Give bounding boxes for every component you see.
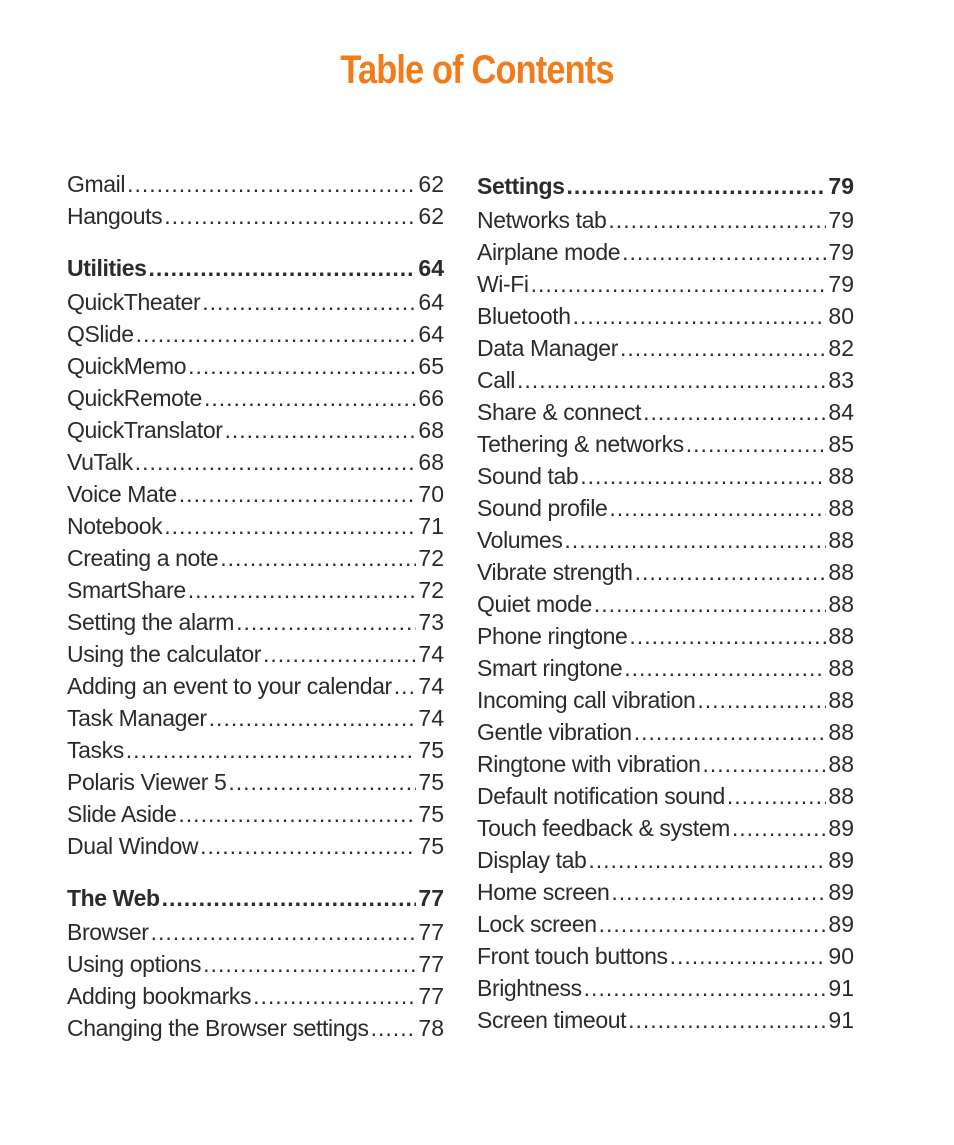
toc-dot-leader bbox=[253, 980, 416, 1012]
toc-entry[interactable] bbox=[67, 200, 444, 232]
toc-entry-label: Tasks bbox=[67, 737, 124, 763]
toc-page-number: 88 bbox=[828, 655, 854, 681]
toc-entry-label: Polaris Viewer 5 bbox=[67, 769, 227, 795]
toc-page-number: 88 bbox=[828, 751, 854, 777]
toc-entry[interactable] bbox=[67, 510, 444, 542]
toc-entry-label: Gentle vibration bbox=[477, 719, 632, 745]
toc-dot-leader bbox=[164, 200, 416, 232]
toc-entry[interactable] bbox=[477, 716, 854, 748]
toc-dot-leader bbox=[517, 364, 826, 396]
toc-dot-leader bbox=[588, 844, 826, 876]
toc-page-number: 79 bbox=[828, 239, 854, 265]
toc-entry-label: Default notification sound bbox=[477, 783, 725, 809]
toc-dot-leader bbox=[151, 916, 417, 948]
toc-page-number: 62 bbox=[418, 171, 444, 197]
toc-entry-label: Wi-Fi bbox=[477, 271, 529, 297]
toc-page-number: 88 bbox=[828, 783, 854, 809]
toc-page-number: 88 bbox=[828, 527, 854, 553]
toc-entry[interactable] bbox=[477, 364, 854, 396]
toc-entry-label: Incoming call vibration bbox=[477, 687, 696, 713]
toc-dot-leader bbox=[126, 734, 417, 766]
toc-dot-leader bbox=[643, 396, 826, 428]
toc-page-number: 79 bbox=[828, 271, 854, 297]
toc-page-number: 90 bbox=[828, 943, 854, 969]
toc-page-number: 82 bbox=[828, 335, 854, 361]
toc-entry-label: Data Manager bbox=[477, 335, 618, 361]
toc-entry[interactable] bbox=[477, 908, 854, 940]
toc-entry-label: Adding bookmarks bbox=[67, 983, 252, 1009]
toc-dot-leader bbox=[732, 812, 827, 844]
toc-dot-leader bbox=[564, 524, 826, 556]
toc-entry[interactable] bbox=[67, 948, 444, 980]
toc-page-number: 88 bbox=[828, 591, 854, 617]
toc-page-number: 62 bbox=[418, 203, 444, 229]
toc-page-number: 77 bbox=[418, 919, 444, 945]
toc-entry-label: Bluetooth bbox=[477, 303, 571, 329]
toc-entry-label: Adding an event to your calendar bbox=[67, 673, 392, 699]
toc-entry-label: Quiet mode bbox=[477, 591, 592, 617]
toc-entry[interactable] bbox=[477, 812, 854, 844]
toc-entry[interactable] bbox=[477, 332, 854, 364]
toc-entry[interactable] bbox=[67, 734, 444, 766]
toc-entry[interactable] bbox=[67, 286, 444, 318]
toc-page-number: 88 bbox=[828, 495, 854, 521]
toc-right-column bbox=[477, 168, 854, 1036]
toc-page-number: 68 bbox=[418, 417, 444, 443]
toc-entry-label: Display tab bbox=[477, 847, 587, 873]
toc-page-number: 71 bbox=[418, 513, 444, 539]
toc-dot-leader bbox=[531, 268, 827, 300]
toc-dot-leader bbox=[203, 948, 416, 980]
toc-page-number: 74 bbox=[418, 673, 444, 699]
toc-entry[interactable] bbox=[67, 766, 444, 798]
toc-entry-label: Screen timeout bbox=[477, 1007, 627, 1033]
toc-page-number: 64 bbox=[418, 289, 444, 315]
toc-dot-leader bbox=[224, 414, 416, 446]
toc-page-number: 74 bbox=[418, 641, 444, 667]
toc-dot-leader bbox=[580, 460, 826, 492]
toc-entry[interactable] bbox=[477, 620, 854, 652]
toc-dot-leader bbox=[188, 350, 416, 382]
toc-page-number: 85 bbox=[828, 431, 854, 457]
toc-entry[interactable] bbox=[477, 940, 854, 972]
toc-entry-label: Phone ringtone bbox=[477, 623, 628, 649]
toc-page-number: 79 bbox=[828, 173, 854, 199]
toc-page-number: 88 bbox=[828, 463, 854, 489]
toc-entry[interactable] bbox=[477, 1004, 854, 1036]
toc-entry[interactable] bbox=[67, 980, 444, 1012]
toc-page-number: 77 bbox=[418, 983, 444, 1009]
toc-entry-label: Hangouts bbox=[67, 203, 163, 229]
toc-dot-leader bbox=[634, 716, 827, 748]
toc-dot-leader bbox=[567, 168, 827, 204]
toc-entry[interactable] bbox=[67, 168, 444, 200]
toc-dot-leader bbox=[204, 382, 416, 414]
toc-entry[interactable] bbox=[67, 542, 444, 574]
toc-dot-leader bbox=[135, 446, 417, 478]
toc-entry[interactable] bbox=[477, 588, 854, 620]
toc-entry-label: Share & connect bbox=[477, 399, 642, 425]
toc-page-number: 91 bbox=[828, 1007, 854, 1033]
toc-section-heading[interactable] bbox=[67, 880, 444, 916]
toc-page-number: 64 bbox=[418, 321, 444, 347]
toc-page-number: 73 bbox=[418, 609, 444, 635]
toc-dot-leader bbox=[628, 1004, 826, 1036]
toc-entry-label: QuickMemo bbox=[67, 353, 187, 379]
toc-entry-label: Brightness bbox=[477, 975, 582, 1001]
toc-entry-label: Ringtone with vibration bbox=[477, 751, 701, 777]
toc-page-number: 70 bbox=[418, 481, 444, 507]
toc-entry-label: Lock screen bbox=[477, 911, 597, 937]
toc-entry-label: Setting the alarm bbox=[67, 609, 235, 635]
toc-entry-label: Browser bbox=[67, 919, 149, 945]
toc-page-number: 72 bbox=[418, 577, 444, 603]
toc-entry[interactable] bbox=[67, 638, 444, 670]
toc-entry-label: Changing the Browser settings bbox=[67, 1015, 369, 1041]
toc-entry-label: Settings bbox=[477, 173, 565, 199]
toc-page-number: 68 bbox=[418, 449, 444, 475]
toc-entry[interactable] bbox=[477, 972, 854, 1004]
toc-entry[interactable] bbox=[477, 684, 854, 716]
toc-dot-leader bbox=[200, 830, 416, 862]
toc-entry[interactable] bbox=[477, 428, 854, 460]
toc-dot-leader bbox=[228, 766, 416, 798]
toc-page-number: 89 bbox=[828, 879, 854, 905]
toc-dot-leader bbox=[599, 908, 827, 940]
toc-entry[interactable] bbox=[67, 414, 444, 446]
toc-entry[interactable] bbox=[67, 916, 444, 948]
toc-entry-label: Creating a note bbox=[67, 545, 219, 571]
toc-page-number: 88 bbox=[828, 559, 854, 585]
toc-entry-label: Networks tab bbox=[477, 207, 607, 233]
toc-dot-leader bbox=[263, 638, 416, 670]
toc-dot-leader bbox=[573, 300, 827, 332]
toc-entry[interactable] bbox=[67, 670, 444, 702]
toc-entry[interactable] bbox=[67, 702, 444, 734]
toc-page-number: 78 bbox=[418, 1015, 444, 1041]
toc-entry-label: Call bbox=[477, 367, 516, 393]
toc-entry[interactable] bbox=[477, 748, 854, 780]
toc-page-number: 75 bbox=[418, 737, 444, 763]
toc-dot-leader bbox=[629, 620, 826, 652]
toc-entry-label: Home screen bbox=[477, 879, 610, 905]
toc-entry-label: QuickTranslator bbox=[67, 417, 223, 443]
toc-entry[interactable] bbox=[67, 382, 444, 414]
toc-page-number: 79 bbox=[828, 207, 854, 233]
toc-dot-leader bbox=[178, 798, 416, 830]
toc-entry-label: QSlide bbox=[67, 321, 134, 347]
toc-dot-leader bbox=[670, 940, 827, 972]
toc-entry[interactable] bbox=[477, 876, 854, 908]
toc-entry-label: Voice Mate bbox=[67, 481, 177, 507]
toc-dot-leader bbox=[179, 478, 417, 510]
toc-entry-label: Task Manager bbox=[67, 705, 207, 731]
toc-entry[interactable] bbox=[67, 446, 444, 478]
toc-dot-leader bbox=[702, 748, 826, 780]
toc-page-number: 83 bbox=[828, 367, 854, 393]
toc-dot-leader bbox=[202, 286, 416, 318]
toc-entry-label: Gmail bbox=[67, 171, 126, 197]
toc-dot-leader bbox=[220, 542, 416, 574]
toc-entry[interactable] bbox=[477, 492, 854, 524]
toc-entry-label: Utilities bbox=[67, 255, 147, 281]
toc-entry-label: Sound tab bbox=[477, 463, 579, 489]
toc-entry-label: QuickRemote bbox=[67, 385, 202, 411]
toc-entry-label: QuickTheater bbox=[67, 289, 201, 315]
toc-dot-leader bbox=[611, 876, 826, 908]
toc-entry-label: Vibrate strength bbox=[477, 559, 633, 585]
toc-entry-label: SmartShare bbox=[67, 577, 186, 603]
toc-entry-label: Dual Window bbox=[67, 833, 199, 859]
toc-dot-leader bbox=[394, 670, 417, 702]
toc-entry-label: VuTalk bbox=[67, 449, 133, 475]
toc-dot-leader bbox=[697, 684, 826, 716]
toc-entry-label: Volumes bbox=[477, 527, 563, 553]
toc-dot-leader bbox=[371, 1012, 417, 1044]
toc-entry[interactable] bbox=[67, 606, 444, 638]
toc-page-number: 65 bbox=[418, 353, 444, 379]
toc-dot-leader bbox=[635, 556, 827, 588]
page-title: Table of Contents bbox=[340, 48, 614, 92]
toc-entry[interactable] bbox=[67, 574, 444, 606]
toc-entry[interactable] bbox=[477, 652, 854, 684]
toc-entry-label: Sound profile bbox=[477, 495, 608, 521]
toc-page-number: 64 bbox=[418, 255, 444, 281]
toc-dot-leader bbox=[620, 332, 826, 364]
toc-dot-leader bbox=[584, 972, 827, 1004]
toc-entry-label: Smart ringtone bbox=[477, 655, 623, 681]
toc-entry-label: Slide Aside bbox=[67, 801, 177, 827]
toc-entry-label: Using options bbox=[67, 951, 202, 977]
toc-page-number: 88 bbox=[828, 687, 854, 713]
toc-page-number: 89 bbox=[828, 911, 854, 937]
toc-dot-leader bbox=[162, 880, 417, 916]
toc-entry-label: Tethering & networks bbox=[477, 431, 684, 457]
toc-entry-label: Airplane mode bbox=[477, 239, 621, 265]
toc-page-number: 72 bbox=[418, 545, 444, 571]
toc-page-number: 77 bbox=[418, 951, 444, 977]
toc-dot-leader bbox=[148, 250, 416, 286]
toc-dot-leader bbox=[622, 236, 826, 268]
toc-entry-label: Notebook bbox=[67, 513, 163, 539]
toc-section-heading[interactable] bbox=[67, 250, 444, 286]
toc-page-number: 77 bbox=[418, 885, 444, 911]
toc-dot-leader bbox=[164, 510, 416, 542]
toc-entry[interactable] bbox=[67, 798, 444, 830]
toc-dot-leader bbox=[236, 606, 416, 638]
toc-entry[interactable] bbox=[477, 204, 854, 236]
toc-dot-leader bbox=[624, 652, 826, 684]
toc-page-number: 88 bbox=[828, 719, 854, 745]
toc-page-number: 91 bbox=[828, 975, 854, 1001]
toc-entry[interactable] bbox=[67, 350, 444, 382]
toc-entry[interactable] bbox=[477, 236, 854, 268]
toc-page-number: 84 bbox=[828, 399, 854, 425]
toc-section-heading[interactable] bbox=[477, 168, 854, 204]
toc-entry-label: The Web bbox=[67, 885, 160, 911]
toc-dot-leader bbox=[594, 588, 827, 620]
toc-entry[interactable] bbox=[67, 1012, 444, 1044]
toc-entry[interactable] bbox=[477, 396, 854, 428]
toc-entry[interactable] bbox=[67, 318, 444, 350]
toc-page-number: 80 bbox=[828, 303, 854, 329]
toc-entry[interactable] bbox=[67, 830, 444, 862]
toc-dot-leader bbox=[608, 204, 826, 236]
toc-page-number: 74 bbox=[418, 705, 444, 731]
toc-page-number: 88 bbox=[828, 623, 854, 649]
toc-entry[interactable] bbox=[477, 780, 854, 812]
toc-entry[interactable] bbox=[67, 478, 444, 510]
toc-page-number: 89 bbox=[828, 847, 854, 873]
toc-dot-leader bbox=[127, 168, 416, 200]
toc-page-number: 75 bbox=[418, 833, 444, 859]
toc-page-number: 75 bbox=[418, 801, 444, 827]
toc-entry[interactable] bbox=[477, 844, 854, 876]
toc-entry[interactable] bbox=[477, 556, 854, 588]
toc-dot-leader bbox=[686, 428, 827, 460]
toc-entry[interactable] bbox=[477, 524, 854, 556]
toc-dot-leader bbox=[209, 702, 417, 734]
toc-dot-leader bbox=[136, 318, 417, 350]
toc-entry[interactable] bbox=[477, 300, 854, 332]
toc-entry[interactable] bbox=[477, 268, 854, 300]
toc-page-number: 75 bbox=[418, 769, 444, 795]
toc-page-number: 89 bbox=[828, 815, 854, 841]
toc-dot-leader bbox=[609, 492, 826, 524]
toc-dot-leader bbox=[727, 780, 827, 812]
toc-dot-leader bbox=[188, 574, 417, 606]
toc-entry-label: Front touch buttons bbox=[477, 943, 668, 969]
toc-left-column bbox=[67, 168, 444, 1044]
toc-entry[interactable] bbox=[477, 460, 854, 492]
toc-entry-label: Touch feedback & system bbox=[477, 815, 730, 841]
toc-entry-label: Using the calculator bbox=[67, 641, 261, 667]
toc-page-number: 66 bbox=[418, 385, 444, 411]
